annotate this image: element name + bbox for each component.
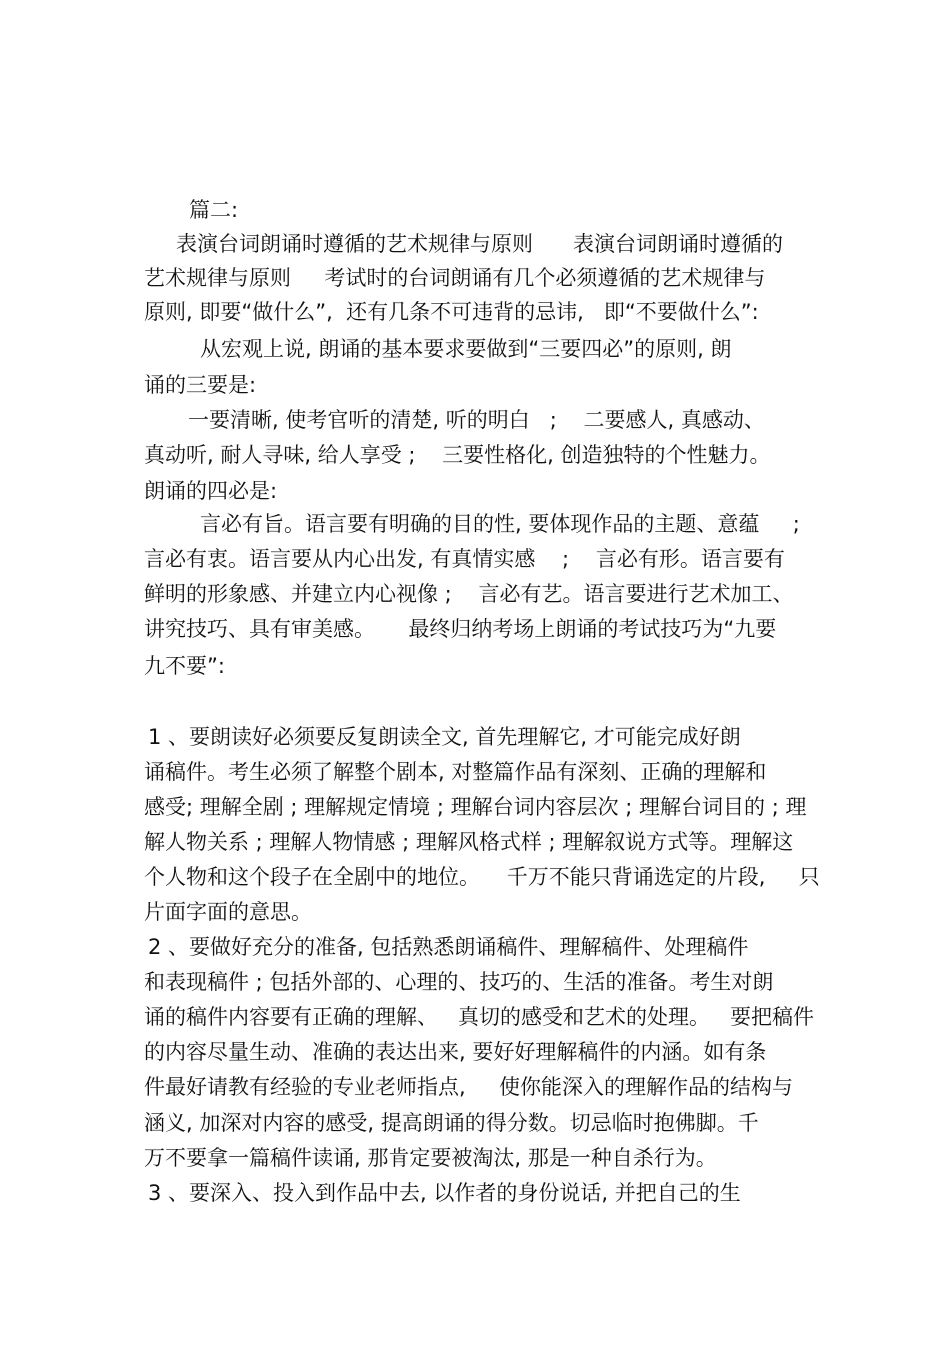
text-line: 件最好请教有经验的专业老师指点, 使你能深入的理解作品的结构与 — [144, 1075, 794, 1099]
text-line: 鲜明的形象感、并建立内心视像 ; 言必有艺。语言要进行艺术加工、 — [144, 582, 794, 606]
text-line: 诵稿件。考生必须了解整个剧本, 对整篇作品有深刻、正确的理解和 — [144, 760, 767, 784]
text-line: 一要清晰, 使考官听的清楚, 听的明白 ; 二要感人, 真感动、 — [188, 408, 765, 432]
text-line: 解人物关系 ; 理解人物情感 ; 理解风格式样 ; 理解叙说方式等。理解这 — [144, 830, 794, 854]
text-line: 个人物和这个段子在全剧中的地位。 千万不能只背诵选定的片段, 只 — [144, 865, 820, 889]
text-line: 篇二: — [189, 198, 239, 222]
text-line: 真动听, 耐人寻味, 给人享受 ; 三要性格化, 创造独特的个性魅力。 — [144, 443, 771, 467]
text-line: 诵的稿件内容要有正确的理解、 真切的感受和艺术的处理。 要把稿件 — [144, 1005, 815, 1029]
text-line: 1 、要朗读好必须要反复朗读全文, 首先理解它, 才可能完成好朗 — [148, 725, 741, 749]
text-line: 九不要”: — [144, 654, 225, 678]
text-line: 的内容尽量生动、准确的表达出来, 要好好理解稿件的内涵。如有条 — [144, 1040, 767, 1064]
text-line: 和表现稿件 ; 包括外部的、心理的、技巧的、生活的准备。考生对朗 — [144, 970, 774, 994]
text-line: 言必有衷。语言要从内心出发, 有真情实感 ; 言必有形。语言要有 — [144, 547, 785, 571]
text-line: 朗诵的四必是: — [144, 479, 278, 503]
text-line: 原则, 即要“做什么”, 还有几条不可违背的忌讳, 即“不要做什么”: — [144, 300, 759, 324]
text-line: 3 、要深入、投入到作品中去, 以作者的身份说话, 并把自己的生 — [148, 1181, 741, 1205]
text-line: 涵义, 加深对内容的感受, 提高朗诵的得分数。切忌临时抱佛脚。千 — [144, 1111, 759, 1135]
text-line: 诵的三要是: — [144, 373, 257, 397]
text-line: 感受; 理解全剧 ; 理解规定情境 ; 理解台词内容层次 ; 理解台词目的 ; 理 — [144, 795, 807, 819]
text-line: 万不要拿一篇稿件读诵, 那肯定要被淘汰, 那是一种自杀行为。 — [144, 1146, 717, 1170]
text-line: 2 、要做好充分的准备, 包括熟悉朗诵稿件、理解稿件、处理稿件 — [148, 935, 749, 959]
text-line: 艺术规律与原则 考试时的台词朗诵有几个必须遵循的艺术规律与 — [144, 266, 766, 290]
text-line: 讲究技巧、具有审美感。 最终归纳考场上朗诵的考试技巧为“九要 — [144, 617, 777, 641]
text-line: 表演台词朗诵时遵循的艺术规律与原则 表演台词朗诵时遵循的 — [176, 232, 784, 256]
text-line: 片面字面的意思。 — [144, 900, 312, 924]
text-line: 从宏观上说, 朗诵的基本要求要做到“三要四必”的原则, 朗 — [200, 337, 732, 361]
text-line: 言必有旨。语言要有明确的目的性, 要体现作品的主题、意蕴 ; — [200, 512, 800, 536]
